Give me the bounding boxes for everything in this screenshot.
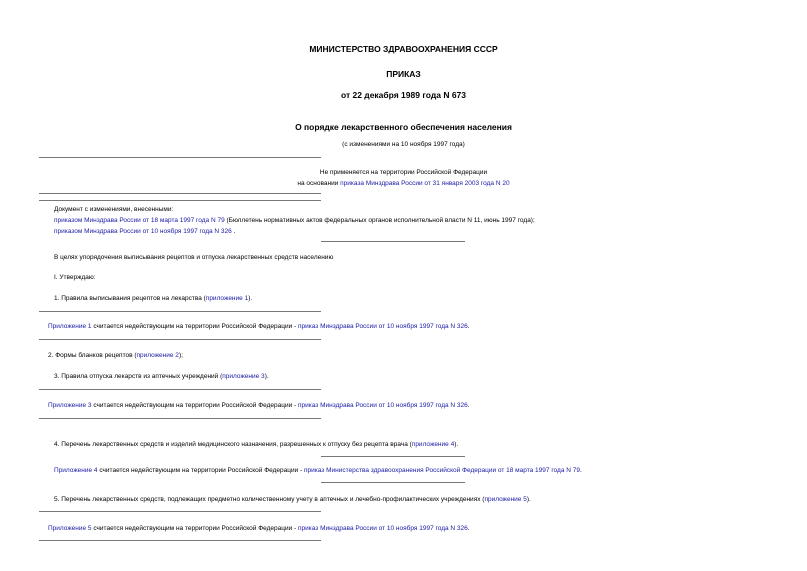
note-3-order-link[interactable]: приказ Минздрава России от 10 ноября 1997 года N 326 — [298, 402, 468, 409]
note-1-appendix-link[interactable]: Приложение 1 — [48, 323, 92, 330]
amendments-intro: Документ с изменениями, внесенными: — [54, 206, 174, 213]
note-3-text: считается недействующим на территории Российской Федерации - — [91, 402, 299, 409]
divider — [39, 311, 321, 312]
amendment-link-2[interactable]: приказом Минздрава России от 10 ноября 1997 года N 326 — [54, 228, 232, 235]
amendment-item-2 — [54, 228, 235, 235]
note-appendix-3 — [48, 402, 470, 409]
preamble: В целях упорядочения выписывания рецептов и отпуска лекарственных средств населению — [54, 254, 334, 261]
divider — [39, 193, 321, 194]
note-3-appendix-link[interactable]: Приложение 3 — [48, 402, 92, 409]
item-3-text: 3. Правила отпуска лекарств из аптечных учреждений ( — [54, 373, 223, 380]
ministry-heading: МИНИСТЕРСТВО ЗДРАВООХРАНЕНИЯ СССР — [309, 44, 498, 54]
item-5-text: 5. Перечень лекарственных средств, подлежащих предметно количественному учету в аптечных и лечебно-профилактических учреждениях ( — [54, 496, 485, 503]
item-2-text: 2. Формы бланков рецептов ( — [48, 352, 137, 359]
section-heading: I. Утверждаю: — [54, 274, 96, 281]
divider — [321, 482, 465, 483]
divider — [321, 456, 465, 457]
item-5-tail: ). — [526, 496, 531, 503]
appendix-3-link[interactable]: приложение 3 — [222, 373, 265, 380]
notice-line-2 — [0, 180, 807, 187]
item-1-text: 1. Правила выписывания рецептов на лекарства ( — [54, 295, 206, 302]
divider — [39, 511, 321, 512]
notice-prefix: на основании — [297, 180, 341, 187]
item-1 — [54, 295, 252, 302]
note-appendix-5 — [48, 525, 470, 532]
appendix-5-link[interactable]: приложение 5 — [484, 496, 527, 503]
divider — [39, 157, 321, 158]
amendment-item-1 — [54, 217, 535, 224]
note-3-tail: . — [467, 402, 470, 409]
item-4-text: 4. Перечень лекарственных средств и изделий медицинского назначения, разрешенных к отпуску без рецепта врача ( — [54, 441, 412, 448]
amendment-link-1[interactable]: приказом Минздрава России от 18 марта 1997 года N 79 — [54, 217, 225, 224]
appendix-2-link[interactable]: приложение 2 — [136, 352, 179, 359]
item-4 — [54, 441, 458, 448]
divider — [39, 200, 321, 201]
divider — [39, 389, 321, 390]
note-appendix-1 — [48, 323, 470, 330]
notice-order-link[interactable]: приказа Минздрава России от 31 января 2003 года N 20 — [340, 180, 510, 187]
changes-note: (с изменениями на 10 ноября 1997 года) — [342, 141, 465, 148]
doc-type-heading: ПРИКАЗ — [386, 69, 421, 79]
note-1-tail: . — [467, 323, 470, 330]
divider — [321, 241, 465, 242]
item-1-tail: ). — [248, 295, 253, 302]
note-1-text: считается недействующим на территории Российской Федерации - — [91, 323, 299, 330]
document-title: О порядке лекарственного обеспечения населения — [295, 122, 512, 132]
note-4-appendix-link[interactable]: Приложение 4 — [54, 467, 98, 474]
appendix-4-link[interactable]: приложение 4 — [411, 441, 455, 448]
note-5-text: считается недействующим на территории Российской Федерации - — [91, 525, 299, 532]
note-4-order-link[interactable]: приказ Министерства здравоохранения Российской Федерации от 18 марта 1997 года N 79 — [304, 467, 580, 474]
note-appendix-4 — [54, 467, 582, 474]
item-2 — [48, 352, 183, 359]
item-3 — [54, 373, 269, 380]
amendment-item-2-tail: . — [231, 228, 236, 235]
date-number-heading: от 22 декабря 1989 года N 673 — [340, 90, 467, 100]
item-5 — [54, 496, 531, 503]
divider — [39, 339, 321, 340]
notice-line-1: Не применяется на территории Российской Федерации — [319, 169, 488, 176]
amendment-item-1-tail: (Бюллетень нормативных актов федеральных органов исполнительной власти N 11, июнь 1997 года); — [224, 217, 535, 224]
item-2-tail: ); — [178, 352, 183, 359]
divider — [39, 418, 321, 419]
appendix-1-link[interactable]: приложение 1 — [205, 295, 249, 302]
item-3-tail: ). — [264, 373, 269, 380]
item-4-tail: ). — [454, 441, 459, 448]
note-5-tail: . — [467, 525, 470, 532]
note-1-order-link[interactable]: приказ Минздрава России от 10 ноября 1997 года N 326 — [298, 323, 468, 330]
divider — [39, 540, 321, 541]
note-5-order-link[interactable]: приказ Минздрава России от 10 ноября 1997 года N 326 — [298, 525, 468, 532]
note-5-appendix-link[interactable]: Приложение 5 — [48, 525, 92, 532]
note-4-text: считается недействующим на территории Российской Федерации - — [97, 467, 305, 474]
note-4-tail: . — [579, 467, 582, 474]
